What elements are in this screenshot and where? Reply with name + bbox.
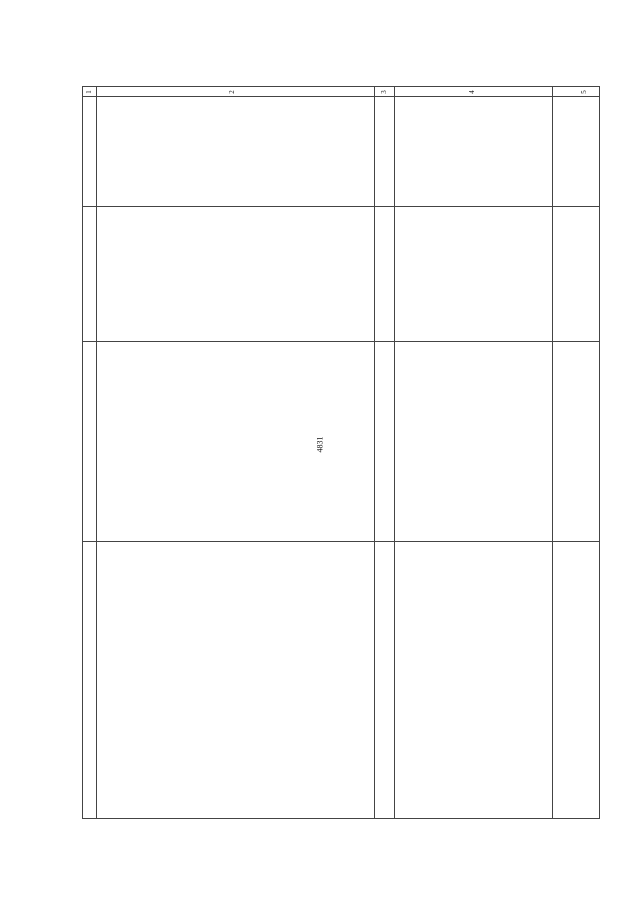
col-separator xyxy=(96,86,97,819)
row-separator xyxy=(82,341,600,342)
header-separator xyxy=(82,96,600,97)
header-col-2: 2 xyxy=(228,90,236,94)
col-separator xyxy=(374,86,375,819)
page-number: 4831 xyxy=(315,436,325,453)
row-separator xyxy=(82,206,600,207)
header-col-5: 5 xyxy=(580,90,588,94)
col-separator xyxy=(394,86,395,819)
col-separator xyxy=(552,86,553,819)
header-col-1: 1 xyxy=(85,90,93,94)
table-grid xyxy=(82,86,600,819)
header-col-3: 3 xyxy=(380,90,388,94)
document-table xyxy=(82,86,600,819)
header-col-4: 4 xyxy=(468,90,476,94)
row-separator xyxy=(82,541,600,542)
